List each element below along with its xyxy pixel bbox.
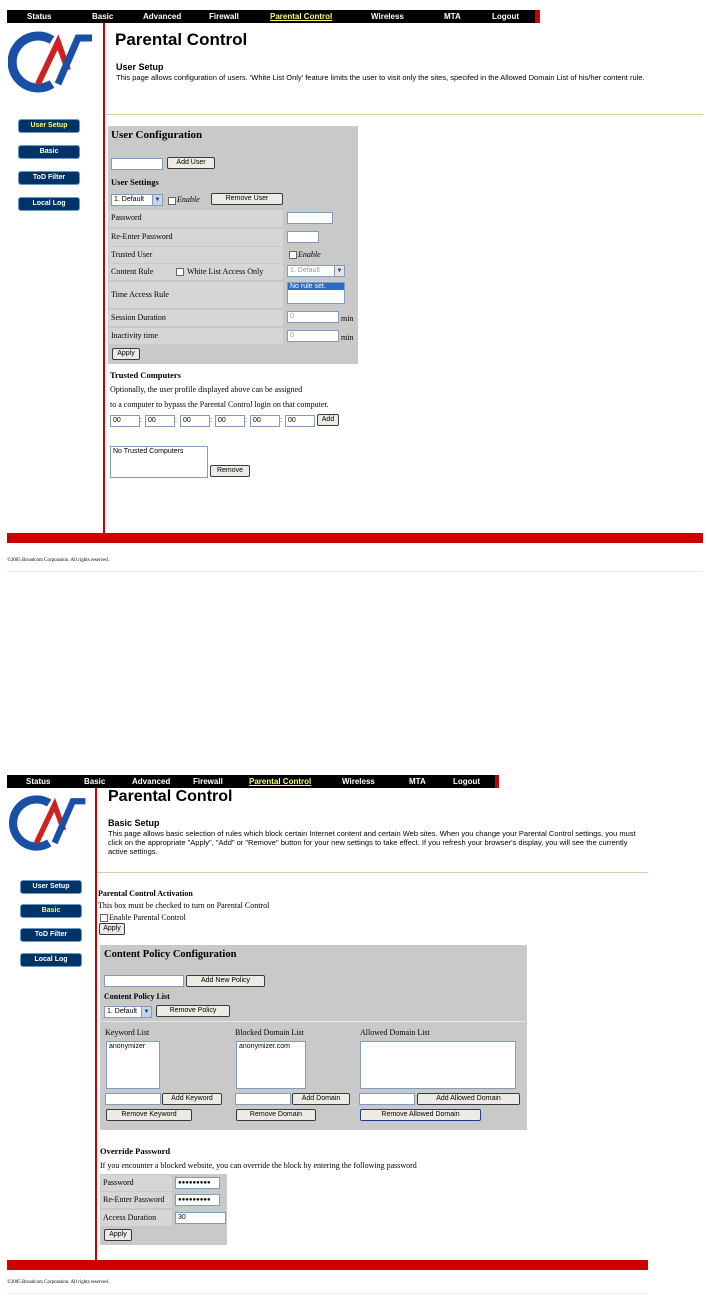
keyword-list-label: Keyword List: [105, 1028, 150, 1037]
time-access-rule-option[interactable]: No rule set.: [288, 283, 344, 290]
add-allowed-domain-button[interactable]: Add Allowed Domain: [417, 1093, 520, 1105]
nav-advanced[interactable]: Advanced: [132, 777, 171, 786]
bottom-red-bar: [7, 533, 703, 543]
header-rule: [97, 872, 648, 873]
blocked-domain-list[interactable]: [236, 1041, 306, 1089]
trusted-user-checkbox[interactable]: [289, 251, 297, 259]
trusted-computers-heading: Trusted Computers: [110, 370, 181, 380]
inactivity-time-input[interactable]: 0: [287, 330, 339, 342]
left-divider: [95, 788, 97, 1260]
nav-logout[interactable]: Logout: [453, 777, 481, 786]
nav-red-end: [495, 775, 499, 788]
enable-parental-checkbox[interactable]: [100, 914, 108, 922]
nav-parental-control[interactable]: Parental Control: [270, 12, 333, 21]
page-subtitle: User Setup: [116, 62, 164, 72]
session-duration-label: Session Duration: [109, 310, 283, 326]
left-divider: [103, 23, 105, 533]
top-nav-bar: [7, 10, 540, 23]
password-input[interactable]: [287, 212, 333, 224]
access-duration-input[interactable]: 30: [175, 1212, 226, 1224]
nav-parental-control[interactable]: Parental Control: [249, 777, 312, 786]
policy-select[interactable]: 1. Default ▼: [104, 1006, 152, 1018]
footer-copyright: ©2005 Broadcom Corporation. All rights reserved.: [7, 1280, 109, 1285]
add-domain-button[interactable]: Add Domain: [292, 1093, 350, 1105]
add-keyword-button[interactable]: Add Keyword: [162, 1093, 222, 1105]
override-reenter-label: Re-Enter Password: [101, 1192, 172, 1208]
sidebar-item-basic[interactable]: Basic: [18, 145, 80, 159]
sidebar-item-tod-filter[interactable]: ToD Filter: [20, 928, 82, 942]
override-password-label: Password: [101, 1175, 172, 1191]
footer-rule: [7, 571, 703, 572]
remove-domain-button[interactable]: Remove Domain: [236, 1109, 316, 1121]
allowed-domain-list-label: Allowed Domain List: [360, 1028, 430, 1037]
keyword-item[interactable]: anonymizer: [109, 1043, 146, 1050]
user-config-heading: User Configuration: [111, 129, 203, 141]
nav-mta[interactable]: MTA: [409, 777, 426, 786]
cnv-logo-icon: [8, 30, 100, 94]
bottom-red-bar: [7, 1260, 648, 1270]
nav-basic[interactable]: Basic: [92, 12, 114, 21]
reenter-password-label: Re-Enter Password: [109, 229, 283, 246]
mac-octet-6[interactable]: 00: [285, 415, 315, 427]
remove-trusted-button[interactable]: Remove: [210, 465, 250, 477]
blocked-domain-list-label: Blocked Domain List: [235, 1028, 304, 1037]
user-enable-checkbox[interactable]: [168, 197, 176, 205]
access-duration-label: Access Duration: [101, 1210, 172, 1226]
time-access-rule-label: Time Access Rule: [109, 282, 283, 308]
footer-rule: [7, 1293, 648, 1294]
remove-allowed-domain-button[interactable]: Remove Allowed Domain: [360, 1109, 481, 1121]
trusted-user-label: Trusted User: [109, 247, 283, 263]
sidebar-item-local-log[interactable]: Local Log: [20, 953, 82, 967]
nav-advanced[interactable]: Advanced: [143, 12, 182, 21]
mac-octet-1[interactable]: 00: [110, 415, 140, 427]
nav-basic[interactable]: Basic: [84, 777, 106, 786]
session-duration-input[interactable]: 0: [287, 311, 339, 323]
mac-octet-2[interactable]: 00: [145, 415, 175, 427]
mac-separator: :: [210, 417, 212, 424]
content-rule-label: Content Rule: [109, 264, 283, 280]
policy-divider: [101, 1021, 526, 1022]
activation-heading: Parental Control Activation: [98, 889, 193, 898]
page-description: This page allows basic selection of rules which block certain Internet content and certain Web sites. When you change your Parental Control settings, you must click on the appropriate "Apply", "Add" or "Remove" button for your new settings to take effect. If you refresh your browser's display, you will see the currently active settings.: [108, 829, 636, 856]
nav-firewall[interactable]: Firewall: [193, 777, 223, 786]
add-new-policy-button[interactable]: Add New Policy: [186, 975, 265, 987]
nav-firewall[interactable]: Firewall: [209, 12, 239, 21]
chevron-down-icon: ▼: [334, 266, 344, 276]
override-reenter-input[interactable]: ●●●●●●●●●: [175, 1194, 220, 1206]
chevron-down-icon: ▼: [152, 195, 162, 205]
white-list-checkbox[interactable]: [176, 268, 184, 276]
blocked-domain-item[interactable]: anonymizer.com: [239, 1043, 290, 1050]
new-policy-input[interactable]: [104, 975, 184, 987]
allowed-domain-input[interactable]: [359, 1093, 415, 1105]
nav-mta[interactable]: MTA: [444, 12, 461, 21]
nav-wireless[interactable]: Wireless: [371, 12, 404, 21]
trusted-list-placeholder: No Trusted Computers: [113, 448, 184, 455]
mac-separator: :: [175, 417, 177, 424]
sidebar-item-user-setup[interactable]: User Setup: [18, 119, 80, 133]
add-user-button[interactable]: Add User: [167, 157, 215, 169]
sidebar-item-local-log[interactable]: Local Log: [18, 197, 80, 211]
sidebar-item-user-setup[interactable]: User Setup: [20, 880, 82, 894]
override-text: If you encounter a blocked website, you can override the block by entering the following password: [100, 1161, 417, 1170]
page-title: Parental Control: [115, 30, 248, 49]
allowed-domain-list[interactable]: [360, 1041, 516, 1089]
user-select[interactable]: 1. Default ▼: [111, 194, 163, 206]
new-user-input[interactable]: [111, 158, 163, 170]
sidebar-item-basic[interactable]: Basic: [20, 904, 82, 918]
add-mac-button[interactable]: Add: [317, 414, 339, 426]
remove-keyword-button[interactable]: Remove Keyword: [106, 1109, 192, 1121]
apply-activation-button[interactable]: Apply: [99, 923, 125, 935]
domain-input[interactable]: [235, 1093, 291, 1105]
reenter-password-input[interactable]: [287, 231, 319, 243]
inactivity-time-unit: min: [341, 333, 354, 342]
footer-copyright: ©2005 Broadcom Corporation. All rights reserved.: [7, 558, 109, 563]
override-heading: Override Password: [100, 1146, 171, 1156]
password-label: Password: [109, 210, 283, 227]
user-settings-heading: User Settings: [111, 177, 159, 187]
header-rule: [105, 114, 703, 115]
nav-logout[interactable]: Logout: [492, 12, 520, 21]
enable-parental-label: Enable Parental Control: [109, 913, 186, 922]
mac-octet-3[interactable]: 00: [180, 415, 210, 427]
nav-status[interactable]: Status: [26, 777, 51, 786]
apply-override-button[interactable]: Apply: [104, 1229, 132, 1241]
session-duration-unit: min: [341, 314, 354, 323]
remove-user-button[interactable]: Remove User: [211, 193, 283, 205]
trusted-text-2: to a computer to bypass the Parental Control login on that computer.: [110, 400, 329, 409]
mac-separator: :: [140, 417, 142, 424]
remove-policy-button[interactable]: Remove Policy: [156, 1005, 230, 1017]
nav-wireless[interactable]: Wireless: [342, 777, 375, 786]
sidebar-item-tod-filter[interactable]: ToD Filter: [18, 171, 80, 185]
keyword-list[interactable]: [106, 1041, 160, 1089]
trusted-text-1: Optionally, the user profile displayed above can be assigned: [110, 385, 303, 394]
user-enable-label: Enable: [177, 195, 200, 204]
mac-separator: :: [245, 417, 247, 424]
cnv-logo-icon: [8, 794, 94, 852]
chevron-down-icon: ▼: [141, 1007, 151, 1017]
content-policy-heading: Content Policy Configuration: [104, 949, 237, 960]
nav-status[interactable]: Status: [27, 12, 52, 21]
page-title: Parental Control: [108, 788, 233, 805]
mac-octet-5[interactable]: 00: [250, 415, 280, 427]
page-description: This page allows configuration of users. 'White List Only' feature limits the user to visit only the sites, specifed in the Allowed Domain List of his/her content rule.: [116, 73, 645, 82]
mac-octet-4[interactable]: 00: [215, 415, 245, 427]
top-nav-bar: [7, 775, 499, 788]
time-access-rule-list[interactable]: [287, 282, 345, 304]
white-list-label: White List Access Only: [187, 267, 264, 276]
inactivity-time-label: Inactivity time: [109, 328, 283, 344]
trusted-computers-list[interactable]: [110, 446, 208, 478]
override-password-input[interactable]: ●●●●●●●●●: [175, 1177, 220, 1189]
trusted-enable-label: Enable: [298, 250, 321, 259]
nav-red-end: [535, 10, 540, 23]
apply-user-button[interactable]: Apply: [112, 348, 140, 360]
content-policy-list-label: Content Policy List: [104, 992, 170, 1001]
mac-separator: :: [280, 417, 282, 424]
page-subtitle: Basic Setup: [108, 818, 160, 828]
activation-text: This box must be checked to turn on Parental Control: [98, 901, 270, 910]
keyword-input[interactable]: [105, 1093, 161, 1105]
content-rule-select[interactable]: 1. Default ▼: [287, 265, 345, 277]
